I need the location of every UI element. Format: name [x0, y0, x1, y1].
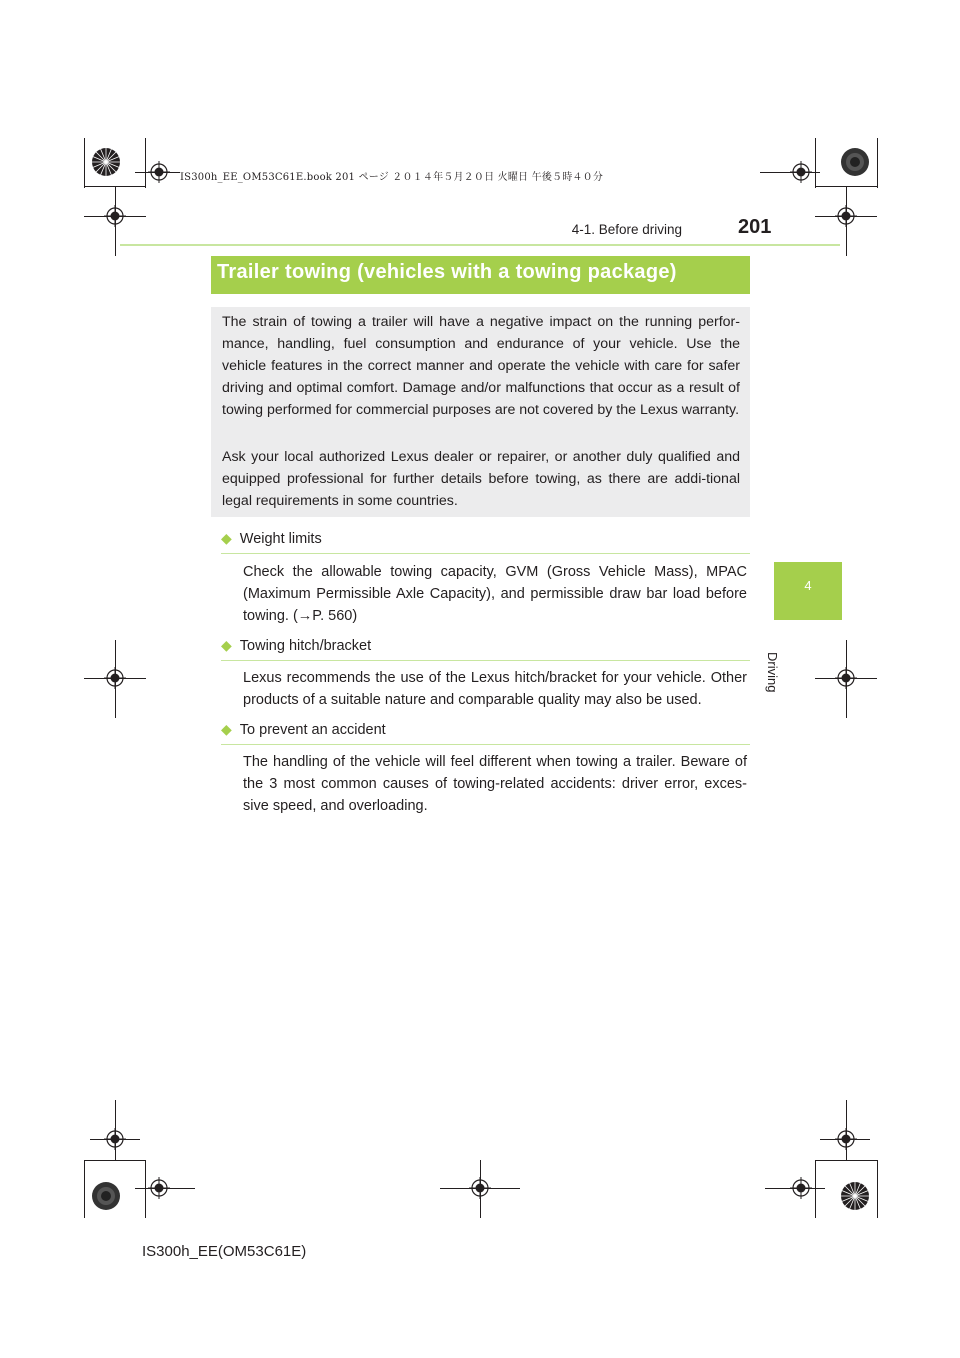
- chapter-tab-label: Driving: [765, 652, 780, 693]
- registration-target-icon: [148, 161, 170, 183]
- registration-target-icon: [790, 161, 812, 183]
- footer-book-code: IS300h_EE(OM53C61E): [142, 1243, 307, 1260]
- registration-target-icon: [835, 205, 857, 227]
- registration-target-icon: [104, 667, 126, 689]
- diamond-bullet-icon: ◆: [221, 530, 232, 546]
- registration-target-icon: [104, 1128, 126, 1150]
- section-body: Check the allowable towing capacity, GVM (Gross Vehicle Mass), MPAC (Maximum Permissible Axle Capacity), and permissible draw bar load before towing. (→P. 560): [243, 564, 747, 624]
- registration-target-icon: [835, 667, 857, 689]
- sunburst-mark-icon: [840, 147, 870, 177]
- section-divider: [221, 744, 750, 745]
- section-heading-towing-hitch: ◆ Towing hitch/bracket: [221, 637, 372, 654]
- print-info: IS300h_EE_OM53C61E.book 201 ページ ２０１４年５月２０日 火曜日 午後５時４０分: [180, 172, 604, 183]
- page-number: 201: [738, 216, 772, 238]
- intro-paragraph: Ask your local authorized Lexus dealer or repairer, or another duly qualified and equipped professional for further details before towing, as there are addi-tional legal requirements in some countries.: [222, 449, 740, 509]
- registration-target-icon: [790, 1177, 812, 1199]
- registration-target-icon: [469, 1177, 491, 1199]
- sunburst-mark-icon: [840, 1181, 870, 1211]
- section-header: 4-1. Before driving: [571, 222, 682, 237]
- section-heading-prevent-accident: ◆ To prevent an accident: [221, 721, 386, 738]
- diamond-bullet-icon: ◆: [221, 721, 232, 737]
- section-heading-weight-limits: ◆ Weight limits: [221, 530, 322, 547]
- diamond-bullet-icon: ◆: [221, 637, 232, 653]
- registration-target-icon: [148, 1177, 170, 1199]
- registration-target-icon: [104, 205, 126, 227]
- section-body: The handling of the vehicle will feel different when towing a trailer. Beware of the 3 most common causes of towing-related accidents: driver error, exces-sive speed, and overloading.: [243, 754, 747, 814]
- chapter-tab-number: 4: [804, 578, 812, 593]
- header-divider: [120, 244, 840, 246]
- intro-paragraph: The strain of towing a trailer will have a negative impact on the running perfor-mance, handling, fuel consumption and endurance of your vehicle. Use the vehicle features in the correct manner and operate the vehicle with care for safer driving and optimal comfort. Damage and/or malfunctions that occur as a result of towing performed for commercial purposes are not covered by the Lexus warranty.: [222, 314, 740, 418]
- sunburst-mark-icon: [91, 1181, 121, 1211]
- registration-target-icon: [835, 1128, 857, 1150]
- section-body: Lexus recommends the use of the Lexus hitch/bracket for your vehicle. Other products of a suitable nature and comparable quality may also be used.: [243, 670, 747, 708]
- page-title: Trailer towing (vehicles with a towing package): [217, 261, 677, 283]
- section-divider: [221, 660, 750, 661]
- section-divider: [221, 553, 750, 554]
- sunburst-mark-icon: [91, 147, 121, 177]
